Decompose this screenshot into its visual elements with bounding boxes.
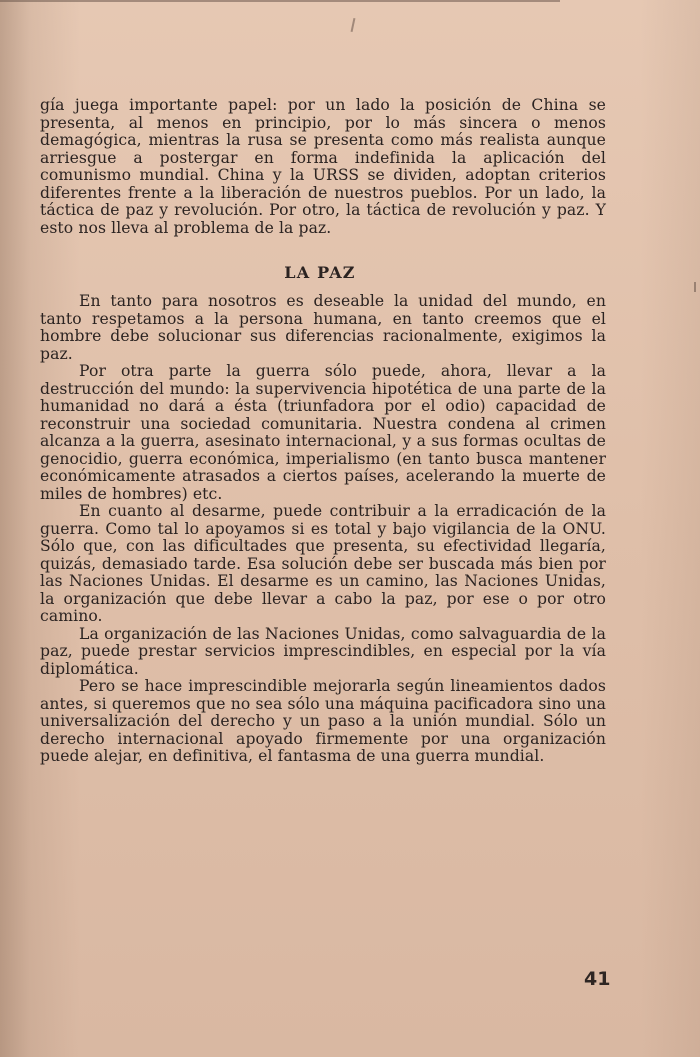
margin-mark	[694, 282, 696, 292]
section-heading: LA PAZ	[284, 263, 356, 282]
section-paragraph: Por otra parte la guerra sólo puede, ahora, llevar a la destrucción del mundo: la supervivencia hipotética de una parte de la humanidad no dará a ésta (triunfadora por el odio) capacidad de reconstruir una sociedad comunitaria. Nuestra condena al crimen alcanza a la guerra, asesinato internacional, y a sus formas ocultas de genocidio, guerra económica, imperialismo (en tanto busca mantener económicamente atrasados a ciertos países, acelerando la muerte de miles de hombres) etc.	[40, 362, 606, 503]
section-paragraph: En cuanto al desarme, puede contribuir a la erradicación de la guerra. Como tal lo apoyamos si es total y bajo vigilancia de la ONU. Sólo que, con las dificultades que presenta, su efectividad llegaría, quizás, demasiado tarde. Esa solución debe ser buscada más bien por las Naciones Unidas. El desarme es un camino, las Naciones Unidas, la organización que debe llevar a cabo la paz, por ese o por otro camino.	[40, 502, 606, 625]
page-top-edge	[0, 0, 560, 2]
intro-paragraph: gía juega importante papel: por un lado la posición de China se presenta, al menos en principio, por lo más sincera o menos demagógica, mientras la rusa se presenta como más realista aunque arriesgue a postergar en forma indefinida la aplicación del comunismo mundial. China y la URSS se dividen, adoptan criterios diferentes frente a la liberación de nuestros pueblos. Por un lado, la táctica de paz y revolución. Por otro, la táctica de revolución y paz. Y esto nos lleva al problema de la paz.	[40, 96, 606, 237]
section-paragraph: En tanto para nosotros es deseable la unidad del mundo, en tanto respetamos a la persona humana, en tanto creemos que el hombre debe solucionar sus diferencias racionalmente, exigimos la paz.	[40, 292, 606, 363]
pencil-mark	[351, 18, 356, 32]
section-paragraph: La organización de las Naciones Unidas, como salvaguardia de la paz, puede prestar servicios imprescindibles, en especial por la vía diplomática.	[40, 624, 606, 678]
intro-text-block	[40, 97, 606, 237]
page-number: 41	[584, 968, 611, 990]
section-text-block	[40, 293, 606, 766]
section-paragraph: Pero se hace imprescindible mejorarla según lineamientos dados antes, si queremos que no sea sólo una máquina pacificadora sino una universalización del derecho y un paso a la unión mundial. Sólo un derecho internacional apoyado firmemente por una organización puede alejar, en definitiva, el fantasma de una guerra mundial.	[40, 677, 606, 765]
